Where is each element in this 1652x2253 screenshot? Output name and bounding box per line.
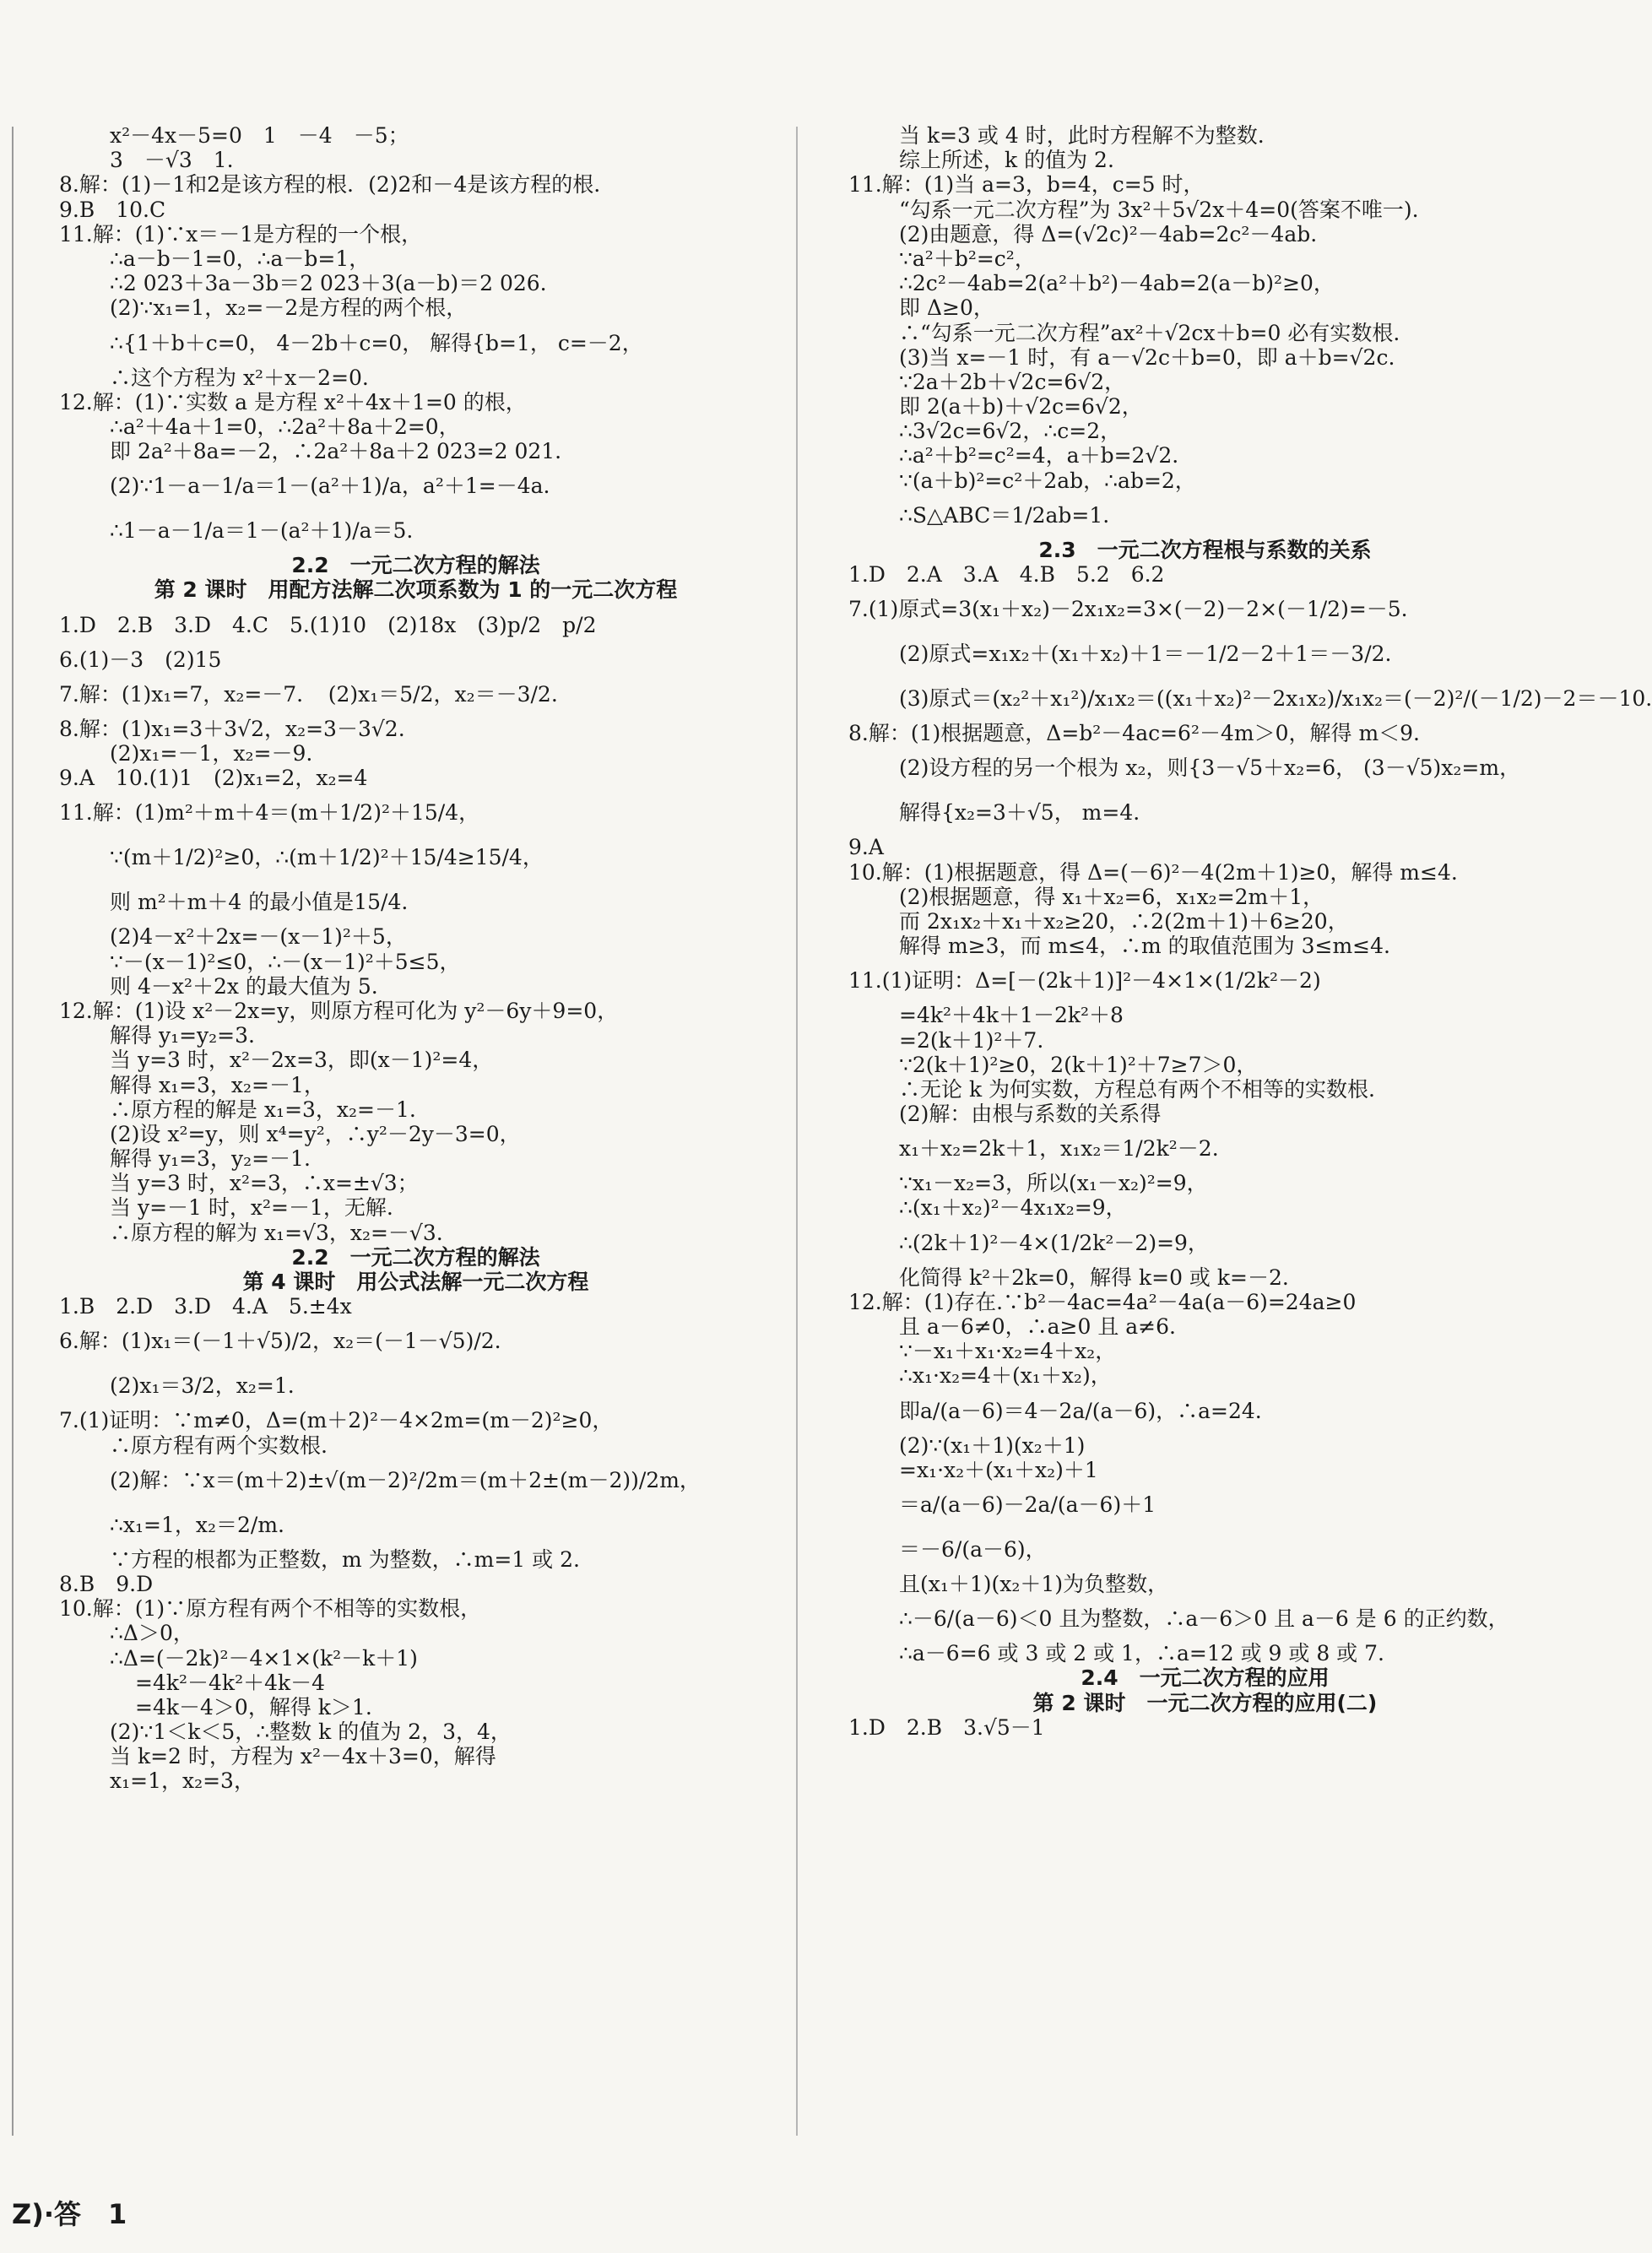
answer-line: x²－4x－5=0 1 －4 －5； <box>110 123 409 148</box>
answer-line: 2.2 一元二次方程的解法 <box>291 1244 540 1270</box>
answer-line: 11.(1)证明：Δ=[－(2k＋1)]²－4×1×(1/2k²－2) <box>848 968 1321 994</box>
answer-line: 1.B 2.D 3.D 4.A 5.±4x <box>59 1294 352 1319</box>
answer-line: 则 m²＋m＋4 的最小值是15/4. <box>110 890 409 915</box>
answer-line: ＝a/(a－6)－2a/(a－6)＋1 <box>899 1492 1156 1517</box>
answer-line: ∴S△ABC＝1/2ab=1. <box>899 502 1110 528</box>
answer-line: “勾系一元二次方程”为 3x²＋5√2x＋4=0(答案不唯一). <box>899 197 1419 222</box>
answer-line: 7.(1)证明：∵m≠0，Δ=(m＋2)²－4×2m=(m－2)²≥0， <box>59 1408 614 1433</box>
answer-line: ∵x₁－x₂=3，所以(x₁－x₂)²=9， <box>899 1171 1208 1196</box>
answer-line: =x₁·x₂＋(x₁＋x₂)＋1 <box>899 1457 1098 1482</box>
answer-line: =4k－4＞0，解得 k＞1. <box>135 1694 372 1720</box>
answer-line: ∴a²＋b²=c²=4，a＋b=2√2. <box>899 443 1179 468</box>
answer-line: 而 2x₁x₂＋x₁＋x₂≥20，∴2(2m＋1)＋6≥20， <box>899 908 1349 934</box>
answer-line: 解得 m≥3，而 m≤4，∴m 的取值范围为 3≤m≤4. <box>899 934 1390 959</box>
answer-line: (2)由题意，得 Δ=(√2c)²－4ab=2c²－4ab. <box>899 221 1318 246</box>
answer-line: 则 4－x²＋2x 的最大值为 5. <box>110 973 378 999</box>
answer-line: 10.解：(1)∵原方程有两个不相等的实数根， <box>59 1596 482 1622</box>
answer-line: 8.解：(1)－1和2是该方程的根．(2)2和－4是该方程的根. <box>59 172 601 198</box>
answer-line: ＝－6/(a－6)， <box>899 1536 1047 1562</box>
answer-line: ∵(a＋b)²=c²＋2ab，∴ab=2， <box>899 468 1196 493</box>
answer-line: 1.D 2.B 3.√5－1 <box>848 1714 1045 1740</box>
answer-line: ∴原方程有两个实数根. <box>110 1432 328 1458</box>
answer-line: ∴原方程的解为 x₁=√3，x₂=－√3. <box>110 1220 443 1245</box>
answer-line: 且(x₁＋1)(x₂＋1)为负整数， <box>899 1571 1169 1596</box>
answer-line: 12.解：(1)存在.∵b²－4ac=4a²－4a(a－6)=24a≥0 <box>848 1289 1357 1314</box>
answer-line: 当 y=－1 时，x²=－1，无解. <box>110 1195 393 1221</box>
answer-line: 且 a－6≠0，∴a≥0 且 a≠6. <box>899 1314 1176 1339</box>
answer-line: 11.解：(1)∵x＝－1是方程的一个根， <box>59 221 423 246</box>
answer-line: 即 2a²＋8a=－2，∴2a²＋8a＋2 023=2 021. <box>110 439 562 464</box>
answer-line: ∴2c²－4ab=2(a²＋b²)－4ab=2(a－b)²≥0， <box>899 271 1335 296</box>
answer-line: 3 －√3 1. <box>110 148 234 173</box>
page-footer: Z)·答 1 <box>12 2198 127 2230</box>
answer-line: 9.B 10.C <box>59 197 166 222</box>
answer-line: 11.解：(1)m²＋m＋4＝(m＋1/2)²＋15/4， <box>59 800 480 826</box>
answer-line: ∴－6/(a－6)＜0 且为整数，∴a－6＞0 且 a－6 是 6 的正约数， <box>899 1606 1509 1632</box>
answer-line: ∴(2k＋1)²－4×(1/2k²－2)=9， <box>899 1230 1209 1255</box>
answer-line: 解得{x₂=3＋√5， m=4. <box>899 800 1140 826</box>
answer-line: ∴原方程的解是 x₁=3，x₂=－1. <box>110 1097 416 1122</box>
answer-line: x₁=1，x₂=3， <box>110 1768 255 1794</box>
answer-line: 解得 y₁=y₂=3. <box>110 1023 255 1048</box>
answer-line: (3)原式＝(x₂²＋x₁²)/x₁x₂＝((x₁＋x₂)²－2x₁x₂)/x₁x₂＝(－2)²/(－1/2)－2＝－10. <box>899 686 1652 712</box>
answer-line: 8.解：(1)根据题意，Δ=b²－4ac=6²－4m＞0，解得 m＜9. <box>848 721 1421 746</box>
answer-line: 解得 x₁=3，x₂=－1， <box>110 1072 325 1097</box>
answer-line: ∵a²＋b²=c²， <box>899 246 1036 271</box>
answer-line: 即 2(a＋b)＋√2c=6√2， <box>899 394 1143 420</box>
answer-line: (3)当 x=－1 时，有 a－√2c＋b=0，即 a＋b=√2c. <box>899 344 1395 370</box>
answer-line: (2)∵1＜k＜5，∴整数 k 的值为 2，3，4， <box>110 1720 512 1745</box>
answer-line: (2)∵x₁=1，x₂=－2是方程的两个根， <box>110 295 468 321</box>
answer-line: 即a/(a－6)＝4－2a/(a－6)，∴a=24. <box>899 1398 1262 1423</box>
answer-line: ∴无论 k 为何实数，方程总有两个不相等的实数根. <box>899 1076 1375 1102</box>
answer-line: ∵(m＋1/2)²≥0，∴(m＋1/2)²＋15/4≥15/4， <box>110 845 544 870</box>
answer-line: ∴x₁=1，x₂＝2/m. <box>110 1512 284 1537</box>
answer-line: ∴a－b－1=0，∴a－b=1， <box>110 246 371 271</box>
answer-line: ∵－(x－1)²≤0，∴－(x－1)²＋5≤5， <box>110 949 461 974</box>
answer-line: 9.A <box>848 835 884 860</box>
answer-line: 6.(1)－3 (2)15 <box>59 647 222 672</box>
answer-line: 2.2 一元二次方程的解法 <box>291 553 540 578</box>
answer-line: (2)设方程的另一个根为 x₂，则{3－√5＋x₂=6， (3－√5)x₂=m， <box>899 756 1521 781</box>
answer-line: ∴Δ=(－2k)²－4×1×(k²－k＋1) <box>110 1645 418 1671</box>
answer-line: 2.4 一元二次方程的应用 <box>1081 1665 1330 1691</box>
answer-line: 当 y=3 时，x²=3，∴x=±√3； <box>110 1171 419 1196</box>
answer-line: x₁＋x₂=2k＋1，x₁x₂＝1/2k²－2. <box>899 1136 1219 1162</box>
answer-line: (2)解：∵x＝(m＋2)±√(m－2)²/2m＝(m＋2±(m－2))/2m， <box>110 1467 701 1492</box>
answer-line: (2)原式=x₁x₂＋(x₁＋x₂)＋1＝－1/2－2＋1＝－3/2. <box>899 642 1392 667</box>
answer-line: 8.解：(1)x₁=3＋3√2，x₂=3－3√2. <box>59 716 405 741</box>
answer-line: 7.(1)原式=3(x₁＋x₂)－2x₁x₂=3×(－2)－2×(－1/2)=－5. <box>848 597 1408 622</box>
answer-line: ∴a－6=6 或 3 或 2 或 1，∴a=12 或 9 或 8 或 7. <box>899 1641 1384 1666</box>
left-column <box>59 123 772 1794</box>
answer-line: (2)x₁=－1，x₂=－9. <box>110 741 313 766</box>
answer-line: 6.解：(1)x₁＝(－1＋√5)/2，x₂＝(－1－√5)/2. <box>59 1329 501 1354</box>
answer-line: 即 Δ≥0， <box>899 295 994 321</box>
answer-line: 1.D 2.B 3.D 4.C 5.(1)10 (2)18x (3)p/2 p/2 <box>59 612 597 637</box>
answer-line: ∴(x₁＋x₂)²－4x₁x₂=9， <box>899 1195 1127 1221</box>
answer-line: (2)解：由根与系数的关系得 <box>899 1102 1162 1127</box>
answer-line: 当 k=3 或 4 时，此时方程解不为整数. <box>899 123 1265 148</box>
answer-line: ∴1－a－1/a＝1－(a²＋1)/a＝5. <box>110 518 414 544</box>
answer-line: ∴3√2c=6√2，∴c=2， <box>899 419 1122 444</box>
answer-line: 7.解：(1)x₁=7，x₂=－7． (2)x₁＝5/2，x₂＝－3/2. <box>59 681 558 707</box>
answer-line: 2.3 一元二次方程根与系数的关系 <box>1038 537 1372 562</box>
answer-line: 12.解：(1)设 x²－2x=y，则原方程可化为 y²－6y＋9=0， <box>59 998 619 1023</box>
answer-line: ∵2a＋2b＋√2c=6√2， <box>899 369 1126 394</box>
answer-line: 11.解：(1)当 a=3，b=4，c=5 时， <box>848 172 1205 198</box>
answer-line: ∵－x₁＋x₁·x₂=4＋x₂， <box>899 1339 1117 1364</box>
answer-line: (2)4－x²＋2x=－(x－1)²＋5， <box>110 924 407 950</box>
answer-line: 10.解：(1)根据题意，得 Δ=(－6)²－4(2m＋1)≥0，解得 m≤4. <box>848 859 1458 885</box>
answer-line: ∴“勾系一元二次方程”ax²＋√2cx＋b=0 必有实数根. <box>899 320 1400 345</box>
answer-line: (2)∵1－a－1/a＝1－(a²＋1)/a，a²＋1=－4a. <box>110 474 550 499</box>
answer-line: ∵方程的根都为正整数，m 为整数，∴m=1 或 2. <box>110 1546 580 1572</box>
answer-line: 8.B 9.D <box>59 1571 154 1596</box>
answer-line: (2)根据题意，得 x₁＋x₂=6，x₁x₂=2m＋1， <box>899 884 1324 909</box>
answer-line: ∴a²＋4a＋1=0，∴2a²＋8a＋2=0， <box>110 414 460 439</box>
column-divider <box>796 127 798 2136</box>
answer-line: ∴x₁·x₂=4＋(x₁＋x₂)， <box>899 1363 1112 1389</box>
answer-line: ∴2 023＋3a－3b＝2 023＋3(a－b)＝2 026. <box>110 271 547 296</box>
answer-line: 12.解：(1)∵实数 a 是方程 x²＋4x＋1=0 的根， <box>59 389 527 414</box>
answer-line: 当 y=3 时，x²－2x=3，即(x－1)²=4， <box>110 1048 494 1073</box>
answer-line: 化简得 k²＋2k=0，解得 k=0 或 k=－2. <box>899 1265 1289 1290</box>
answer-line: =4k²＋4k＋1－2k²＋8 <box>899 1003 1124 1028</box>
answer-line: 综上所述，k 的值为 2. <box>899 148 1114 173</box>
page-edge-line <box>12 127 14 2136</box>
answer-line: (2)设 x²=y，则 x⁴=y²，∴y²－2y－3=0， <box>110 1121 521 1146</box>
answer-line: 1.D 2.A 3.A 4.B 5.2 6.2 <box>848 562 1165 587</box>
answer-line: (2)∵(x₁＋1)(x₂＋1) <box>899 1432 1086 1458</box>
answer-line: 第 4 课时 用公式法解一元二次方程 <box>242 1270 589 1294</box>
right-column <box>848 123 1652 1740</box>
answer-line: =2(k＋1)²＋7. <box>899 1027 1044 1053</box>
answer-line: (2)x₁＝3/2，x₂=1. <box>110 1373 295 1399</box>
answer-line: 第 2 课时 用配方法解二次项系数为 1 的一元二次方程 <box>154 577 678 603</box>
answer-line: ∴这个方程为 x²＋x－2=0. <box>110 365 369 390</box>
answer-line: 当 k=2 时，方程为 x²－4x＋3=0，解得 <box>110 1744 496 1769</box>
answer-line: 第 2 课时 一元二次方程的应用(二) <box>1032 1690 1378 1715</box>
answer-line: =4k²－4k²＋4k－4 <box>135 1670 326 1695</box>
answer-line: ∵2(k＋1)²≥0，2(k＋1)²＋7≥7＞0， <box>899 1052 1258 1077</box>
answer-line: 解得 y₁=3，y₂=－1. <box>110 1146 311 1172</box>
answer-line: ∴{1＋b＋c=0， 4－2b＋c=0， 解得{b=1， c=－2， <box>110 330 643 355</box>
answer-line: 9.A 10.(1)1 (2)x₁=2，x₂=4 <box>59 766 368 791</box>
answer-line: ∴Δ＞0， <box>110 1621 194 1646</box>
